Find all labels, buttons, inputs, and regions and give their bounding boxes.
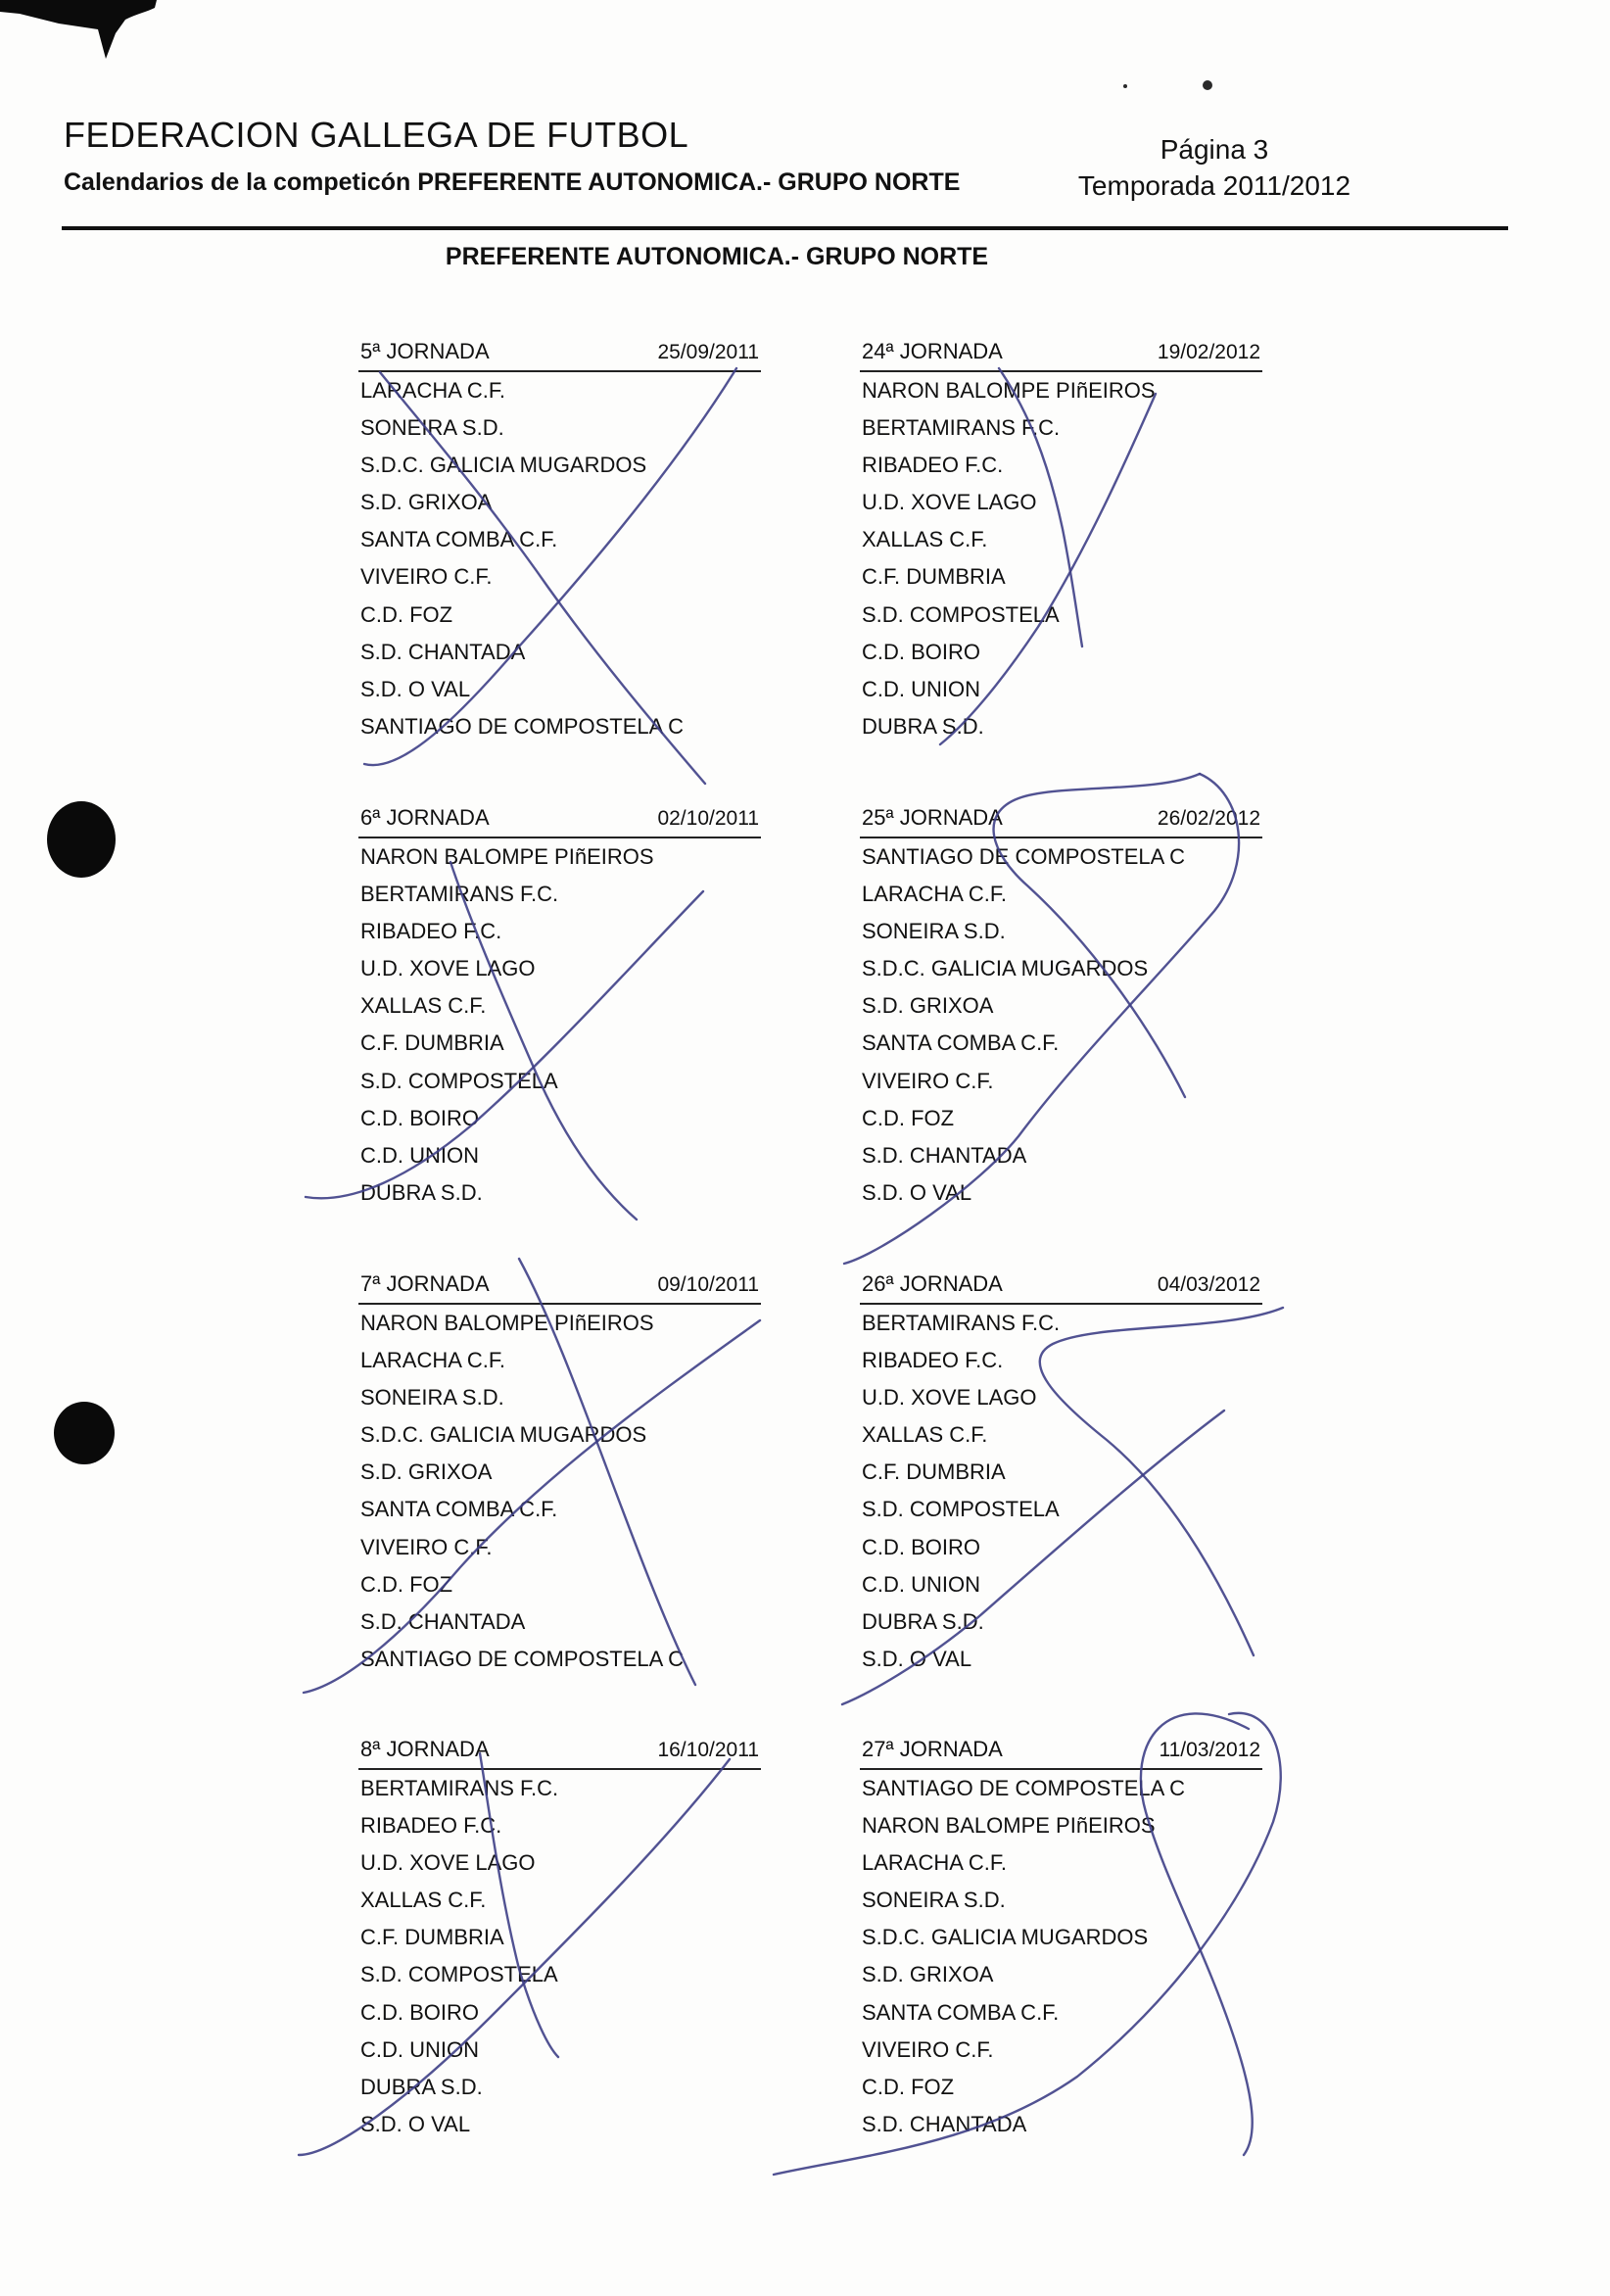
team-item: S.D. O VAL	[862, 1646, 972, 1671]
round-date: 11/03/2012	[1159, 1739, 1260, 1761]
team-item: U.D. XOVE LAGO	[862, 490, 1037, 515]
team-item: XALLAS C.F.	[360, 1888, 487, 1913]
ink-speck	[1123, 84, 1127, 88]
team-item: LARACHA C.F.	[862, 1850, 1007, 1876]
team-item: C.D. FOZ	[862, 1105, 955, 1130]
team-item: RIBADEO F.C.	[862, 1348, 1004, 1373]
round-block	[860, 1271, 1262, 1678]
team-item: SANTIAGO DE COMPOSTELA C	[360, 1646, 685, 1671]
team-item: SANTA COMBA C.F.	[360, 527, 558, 552]
round-date: 09/10/2011	[657, 1273, 759, 1296]
team-list	[860, 1770, 1262, 2143]
team-item: S.D. COMPOSTELA	[862, 601, 1060, 627]
round-date: 16/10/2011	[657, 1739, 759, 1761]
punch-hole	[54, 1402, 115, 1464]
team-item: VIVEIRO C.F.	[862, 2036, 994, 2062]
team-item: BERTAMIRANS F.C.	[360, 882, 559, 907]
punch-hole	[47, 801, 116, 878]
team-item: S.D. CHANTADA	[360, 1608, 526, 1634]
team-item: NARON BALOMPE PIñEIROS	[360, 844, 654, 869]
round-header	[358, 805, 761, 838]
round-name: 27ª JORNADA	[862, 1737, 1003, 1761]
team-item: S.D. CHANTADA	[862, 1142, 1027, 1168]
team-item: NARON BALOMPE PIñEIROS	[360, 1311, 654, 1335]
team-item: S.D. O VAL	[360, 676, 471, 701]
team-list	[860, 1305, 1262, 1678]
round-block	[860, 339, 1262, 745]
team-item: SANTA COMBA C.F.	[862, 1999, 1060, 2025]
team-item: VIVEIRO C.F.	[360, 564, 493, 590]
round-name: 8ª JORNADA	[360, 1737, 490, 1761]
team-item: XALLAS C.F.	[360, 993, 487, 1019]
round-date: 02/10/2011	[657, 807, 759, 830]
team-item: U.D. XOVE LAGO	[360, 956, 536, 981]
team-item: VIVEIRO C.F.	[862, 1068, 994, 1093]
team-item: C.D. UNION	[360, 1142, 479, 1168]
team-list	[358, 1770, 761, 2143]
calendar-subtitle: Calendarios de la competicón PREFERENTE AUTONOMICA.- GRUPO NORTE	[64, 168, 961, 196]
team-item: C.D. BOIRO	[360, 1999, 480, 2025]
round-block	[358, 1271, 761, 1678]
team-item: DUBRA S.D.	[360, 2074, 483, 2099]
round-block	[860, 1737, 1262, 2143]
team-item: SANTIAGO DE COMPOSTELA C	[862, 1776, 1186, 1800]
round-block	[358, 805, 761, 1212]
season-label: Temporada 2011/2012	[1077, 170, 1351, 201]
team-item: C.F. DUMBRIA	[360, 1925, 504, 1950]
team-item: S.D.C. GALICIA MUGARDOS	[360, 453, 647, 478]
round-block	[358, 339, 761, 745]
team-item: NARON BALOMPE PIñEIROS	[862, 378, 1156, 403]
team-item: C.F. DUMBRIA	[862, 564, 1006, 590]
team-item: DUBRA S.D.	[862, 713, 984, 739]
team-item: S.D. O VAL	[862, 1179, 972, 1205]
team-item: BERTAMIRANS F.C.	[862, 1311, 1061, 1335]
team-item: C.D. UNION	[862, 676, 980, 701]
team-item: S.D. GRIXOA	[862, 1962, 994, 1987]
team-item: VIVEIRO C.F.	[360, 1534, 493, 1559]
team-item: SANTIAGO DE COMPOSTELA C	[360, 713, 685, 739]
team-item: XALLAS C.F.	[862, 527, 988, 552]
round-name: 5ª JORNADA	[360, 339, 490, 363]
team-item: S.D. O VAL	[360, 2111, 471, 2136]
team-item: S.D.C. GALICIA MUGARDOS	[862, 956, 1149, 981]
team-item: S.D. GRIXOA	[862, 993, 994, 1019]
round-name: 6ª JORNADA	[360, 805, 490, 830]
team-item: NARON BALOMPE PIñEIROS	[862, 1813, 1156, 1839]
team-item: S.D. CHANTADA	[862, 2111, 1027, 2136]
team-item: DUBRA S.D.	[360, 1179, 483, 1205]
round-block	[860, 805, 1262, 1212]
corner-ink-mark	[0, 0, 166, 78]
team-item: C.F. DUMBRIA	[360, 1030, 504, 1056]
round-date: 04/03/2012	[1157, 1273, 1260, 1296]
organization-name: FEDERACION GALLEGA DE FUTBOL	[64, 115, 689, 155]
team-item: C.D. BOIRO	[862, 1534, 981, 1559]
round-header	[358, 1737, 761, 1770]
team-item: XALLAS C.F.	[862, 1422, 988, 1448]
page-number: Página 3	[1160, 134, 1269, 165]
team-item: SONEIRA S.D.	[862, 1888, 1006, 1913]
team-item: S.D.C. GALICIA MUGARDOS	[862, 1925, 1149, 1950]
round-name: 7ª JORNADA	[360, 1271, 490, 1296]
team-item: SONEIRA S.D.	[360, 1385, 504, 1411]
team-item: SANTA COMBA C.F.	[862, 1030, 1060, 1056]
team-item: SONEIRA S.D.	[862, 919, 1006, 944]
team-item: BERTAMIRANS F.C.	[360, 1776, 559, 1800]
round-date: 26/02/2012	[1157, 807, 1260, 830]
team-list	[860, 838, 1262, 1212]
team-item: S.D. COMPOSTELA	[360, 1068, 558, 1093]
round-header	[860, 1271, 1262, 1305]
team-item: RIBADEO F.C.	[862, 453, 1004, 478]
team-list	[358, 372, 761, 745]
team-item: BERTAMIRANS F.C.	[862, 415, 1061, 441]
team-list	[358, 838, 761, 1212]
team-item: LARACHA C.F.	[862, 882, 1007, 907]
team-item: S.D. CHANTADA	[360, 639, 526, 664]
ink-speck	[1203, 80, 1212, 90]
team-item: C.D. BOIRO	[360, 1105, 480, 1130]
round-header	[358, 1271, 761, 1305]
round-header	[860, 805, 1262, 838]
round-date: 19/02/2012	[1157, 341, 1260, 363]
round-header	[358, 339, 761, 372]
team-item: U.D. XOVE LAGO	[862, 1385, 1037, 1411]
team-item: C.D. UNION	[862, 1571, 980, 1597]
team-item: DUBRA S.D.	[862, 1608, 984, 1634]
team-item: RIBADEO F.C.	[360, 1813, 502, 1839]
team-item: SANTA COMBA C.F.	[360, 1497, 558, 1522]
team-item: S.D. GRIXOA	[360, 490, 493, 515]
team-item: U.D. XOVE LAGO	[360, 1850, 536, 1876]
header-divider	[62, 226, 1508, 230]
team-item: C.D. FOZ	[862, 2074, 955, 2099]
team-item: SONEIRA S.D.	[360, 415, 504, 441]
team-list	[358, 1305, 761, 1678]
round-block	[358, 1737, 761, 2143]
round-date: 25/09/2011	[657, 341, 759, 363]
team-item: C.D. FOZ	[360, 601, 453, 627]
team-item: C.D. FOZ	[360, 1571, 453, 1597]
team-item: LARACHA C.F.	[360, 1348, 505, 1373]
team-item: S.D. COMPOSTELA	[360, 1962, 558, 1987]
round-name: 24ª JORNADA	[862, 339, 1003, 363]
round-name: 25ª JORNADA	[862, 805, 1003, 830]
team-item: S.D.C. GALICIA MUGARDOS	[360, 1422, 647, 1448]
team-item: S.D. COMPOSTELA	[862, 1497, 1060, 1522]
team-item: LARACHA C.F.	[360, 378, 505, 403]
team-item: C.F. DUMBRIA	[862, 1459, 1006, 1485]
round-header	[860, 339, 1262, 372]
team-item: C.D. BOIRO	[862, 639, 981, 664]
team-item: RIBADEO F.C.	[360, 919, 502, 944]
team-item: SANTIAGO DE COMPOSTELA C	[862, 844, 1186, 869]
team-item: C.D. UNION	[360, 2036, 479, 2062]
round-header	[860, 1737, 1262, 1770]
team-item: S.D. GRIXOA	[360, 1459, 493, 1485]
round-name: 26ª JORNADA	[862, 1271, 1003, 1296]
team-list	[860, 372, 1262, 745]
competition-title: PREFERENTE AUTONOMICA.- GRUPO NORTE	[445, 243, 989, 270]
